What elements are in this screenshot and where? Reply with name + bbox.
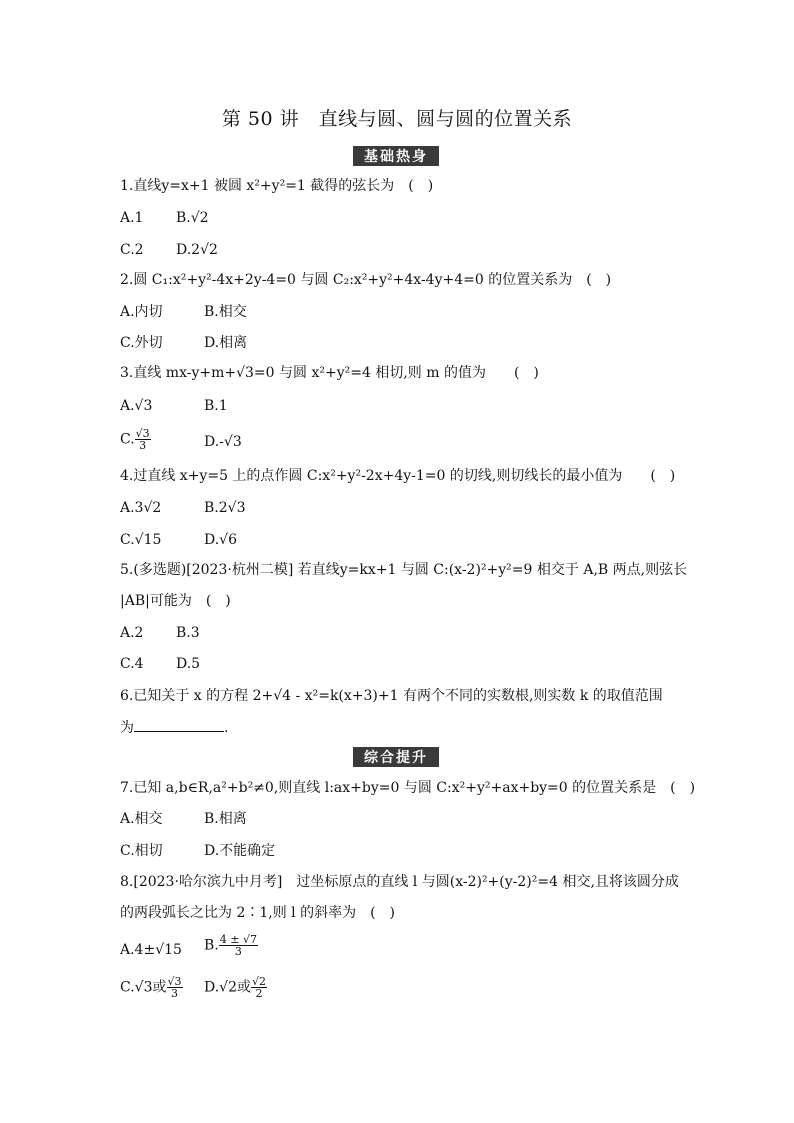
q5-option-a: A.2 xyxy=(120,625,144,641)
q3-option-c xyxy=(120,428,151,451)
q5-option-d: D.5 xyxy=(176,656,201,672)
q1-option-c: C.2 xyxy=(120,242,144,258)
question-6-stem-cont xyxy=(120,717,228,738)
question-3-stem: 3.直线 mx-y+m+√3=0 与圆 x²+y²=4 相切,则 m 的值为 ( ) xyxy=(120,365,539,381)
q1-option-d: D.2√2 xyxy=(176,242,218,258)
section-banner-advanced xyxy=(353,747,439,767)
q2-option-a: A.内切 xyxy=(120,304,163,320)
section-banner-basic xyxy=(353,146,439,166)
question-5-stem: 5.(多选题)[2023·杭州二模] 若直线y=kx+1 与圆 C:(x-2)²+y²=9 相交于 A,B 两点,则弦长 xyxy=(120,562,688,578)
q7-option-b: B.相离 xyxy=(204,811,247,827)
page-title: 第 50 讲 直线与圆、圆与圆的位置关系 xyxy=(221,108,573,130)
q8-option-d-label: D.√2或 xyxy=(204,979,252,996)
q1-option-a: A.1 xyxy=(120,210,144,226)
question-7-stem: 7.已知 a,b∈R,a²+b²≠0,则直线 l:ax+by=0 与圆 C:x²+y²+ax+by=0 的位置关系是 ( ) xyxy=(120,780,696,796)
q5-option-c: C.4 xyxy=(120,656,144,672)
section-label-advanced: 综合提升 xyxy=(364,750,428,766)
q8-option-c xyxy=(120,976,183,999)
q6-suffix: . xyxy=(224,720,229,736)
q2-option-d: D.相离 xyxy=(204,335,248,351)
q7-option-a: A.相交 xyxy=(120,811,163,827)
q8d-frac-den: 2 xyxy=(255,987,263,1000)
answer-blank[interactable] xyxy=(134,717,224,732)
q8-option-d xyxy=(204,976,267,999)
q8-option-b xyxy=(204,934,258,957)
q3-frac-den: 3 xyxy=(139,439,147,452)
question-4-stem: 4.过直线 x+y=5 上的点作圆 C:x²+y²-2x+4y-1=0 的切线,则切线长的最小值为 ( ) xyxy=(120,468,676,484)
q3-option-b: B.1 xyxy=(204,398,228,414)
q7-option-c: C.相切 xyxy=(120,843,163,859)
q3-option-c-fraction xyxy=(135,428,151,451)
question-8-stem: 8.[2023·哈尔滨九中月考] 过坐标原点的直线 l 与圆(x-2)²+(y-2)²=4 相交,且将该圆分成 xyxy=(120,874,679,890)
q1-option-b: B.√2 xyxy=(176,210,209,226)
q3-option-c-label: C. xyxy=(120,431,135,448)
q2-option-c: C.外切 xyxy=(120,335,163,351)
q8c-frac-den: 3 xyxy=(171,987,178,1000)
q4-option-c: C.√15 xyxy=(120,532,162,548)
q3-option-a: A.√3 xyxy=(120,398,153,414)
q4-option-a: A.3√2 xyxy=(120,500,162,516)
question-6-stem: 6.已知关于 x 的方程 2+√4 - x²=k(x+3)+1 有两个不同的实数根,则实数 k 的取值范围 xyxy=(120,688,663,704)
q2-option-b: B.相交 xyxy=(204,304,247,320)
q4-option-d: D.√6 xyxy=(204,532,238,548)
q8-option-d-fraction xyxy=(251,976,267,999)
q8-option-a: A.4±√15 xyxy=(120,942,182,958)
q8-option-c-label: C.√3或 xyxy=(120,979,167,996)
question-1-stem: 1.直线y=x+1 被圆 x²+y²=1 截得的弦长为 ( ) xyxy=(120,178,434,194)
q8-option-b-fraction xyxy=(219,934,258,957)
q8b-frac-den: 3 xyxy=(234,945,242,958)
q8c-frac-num: √3 xyxy=(167,975,182,988)
q7-option-d: D.不能确定 xyxy=(204,843,276,859)
section-label-basic: 基础热身 xyxy=(364,149,428,165)
question-2-stem: 2.圆 C₁:x²+y²-4x+2y-4=0 与圆 C₂:x²+y²+4x-4y+4=0 的位置关系为 ( ) xyxy=(120,272,612,288)
q3-option-d: D.-√3 xyxy=(204,434,242,450)
question-8-stem-cont: 的两段弧长之比为 2∶1,则 l 的斜率为 ( ) xyxy=(120,905,396,921)
q8d-frac-num: √2 xyxy=(252,975,267,988)
q5-option-b: B.3 xyxy=(176,625,200,641)
q3-frac-num: √3 xyxy=(135,427,150,440)
q8b-frac-num: 4 ± √7 xyxy=(219,933,257,946)
q6-prefix: 为 xyxy=(120,720,134,736)
q8-option-c-fraction xyxy=(167,976,183,999)
q8-option-b-label: B. xyxy=(204,937,219,954)
q4-option-b: B.2√3 xyxy=(204,500,246,516)
question-5-stem-cont: |AB|可能为 ( ) xyxy=(120,593,231,609)
